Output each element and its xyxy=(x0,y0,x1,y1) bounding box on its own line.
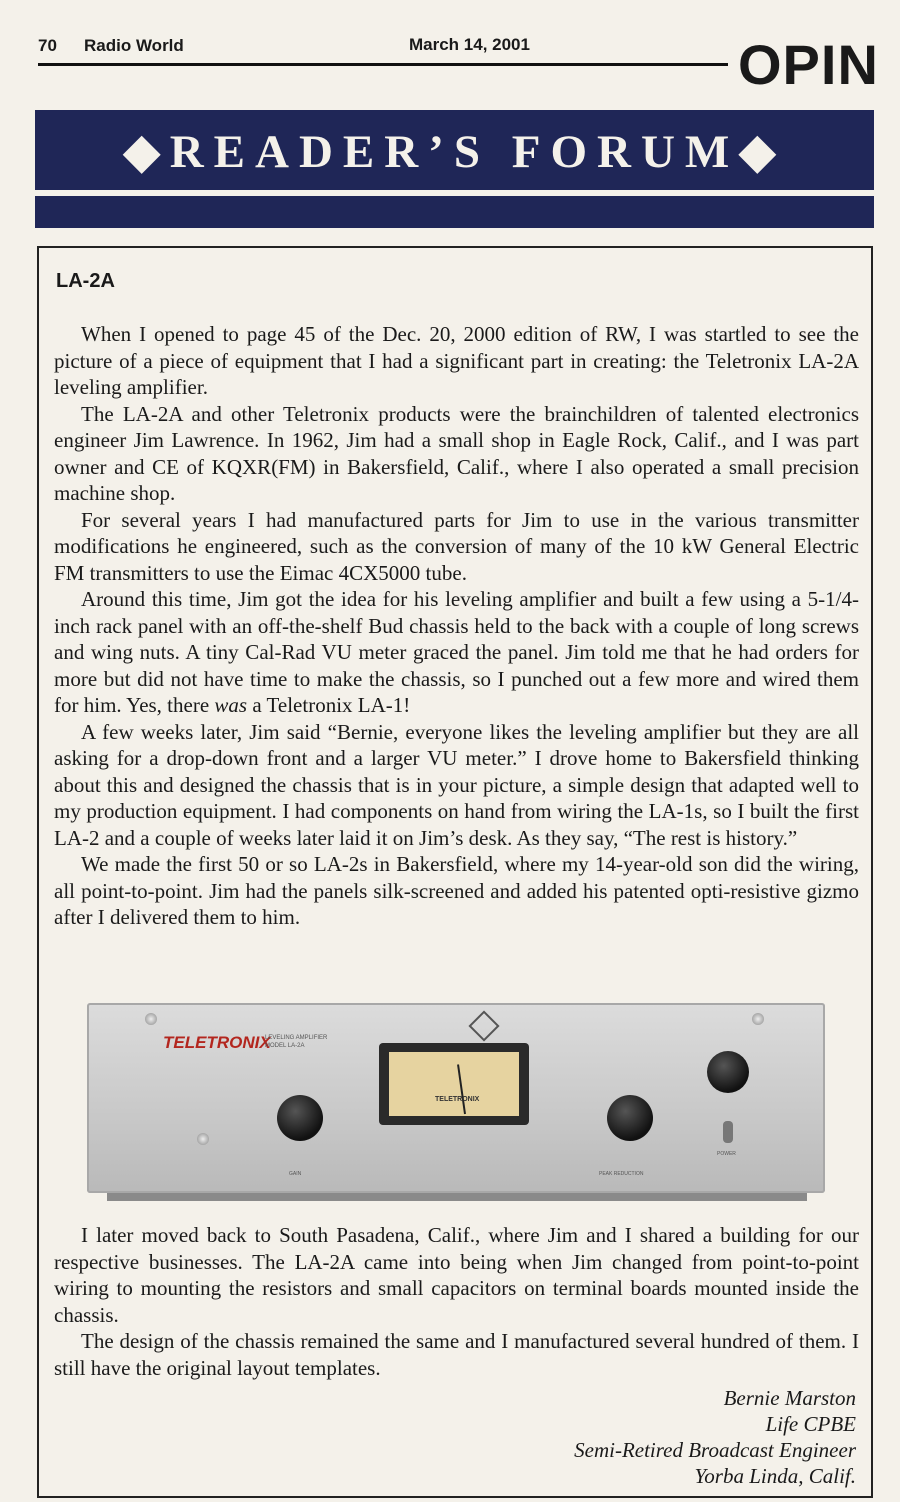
rack-base xyxy=(107,1193,807,1201)
paragraph: A few weeks later, Jim said “Bernie, everyone likes the leveling amplifier but they are all asking for a drop-down front and a larger VU meter.” I drove home to Bakersfield thinking about this and designed the chassis that is in your picture, a simple design that adapted well to my production equipment. I had components on hand from wiring the LA-1s, so I built the first LA-2 and a couple of weeks later laid it on Jim’s desk. As they say, “The rest is history.” xyxy=(54,719,859,850)
paragraph-text: a Teletronix LA-1! xyxy=(247,693,411,717)
author-title: Semi-Retired Broadcast Engineer xyxy=(574,1438,856,1462)
brand-subtitle xyxy=(265,1034,327,1050)
paragraph-text: Around this time, Jim got the idea for his leveling amplifier and built a few using a 5-1/4-inch rack panel with an off-the-shelf Bud chassis held to the back with a couple of long screws and wing nuts. A tiny Cal-Rad VU meter graced the panel. Jim told me that he had orders for more but did not have time to make the chassis, so I punched out a few more and wired them for him. Yes, there xyxy=(54,587,859,717)
la2a-photo xyxy=(87,1003,825,1203)
peak-caption: PEAK REDUCTION xyxy=(599,1171,644,1177)
gain-caption: GAIN xyxy=(289,1171,302,1177)
brand-sub-line: MODEL LA-2A xyxy=(265,1043,305,1049)
article-body-top xyxy=(54,321,859,931)
peak-reduction-knob-icon xyxy=(607,1095,653,1141)
author-name: Bernie Marston xyxy=(723,1386,856,1410)
banner-strip xyxy=(35,196,874,228)
vu-needle-icon xyxy=(457,1064,466,1114)
paragraph: We made the first 50 or so LA-2s in Bakersfield, where my 14-year-old son did the wiring, all point-to-point. Jim had the panels silk-screened and added his patented opti-resistive gizmo after I delivered them to him. xyxy=(54,852,859,929)
issue-date: March 14, 2001 xyxy=(409,35,530,54)
page-number: 70 xyxy=(38,36,57,55)
author-title: Life CPBE xyxy=(765,1412,856,1436)
page-header xyxy=(38,30,900,95)
screw-icon xyxy=(145,1013,157,1025)
paragraph: For several years I had manufactured parts for Jim to use in the various transmitter modifications he engineered, such as the conversion of many of the 10 kW General Electric FM transmitters to use the Eimac 4CX5000 tube. xyxy=(54,507,859,585)
emphasis-text: was xyxy=(214,693,248,717)
article-headline: LA-2A xyxy=(56,270,115,292)
vu-meter xyxy=(379,1043,529,1125)
screw-icon xyxy=(752,1013,764,1025)
screw-icon xyxy=(197,1133,209,1145)
vu-meter-face xyxy=(389,1052,519,1116)
paragraph xyxy=(54,586,859,719)
banner-title: ◆READER’S FORUM◆ xyxy=(123,126,786,178)
gain-knob-icon xyxy=(277,1095,323,1141)
brand-sub-line: LEVELING AMPLIFIER xyxy=(265,1035,328,1041)
article-body-bottom xyxy=(54,1222,859,1381)
brand-logo: TELETRONIX xyxy=(163,1033,271,1052)
power-toggle-icon xyxy=(723,1121,733,1143)
section-title: OPIN xyxy=(738,35,879,95)
ua-logo-icon xyxy=(468,1010,499,1041)
paragraph: The LA-2A and other Teletronix products were the brainchildren of talented electronics engineer Jim Lawrence. In 1962, Jim had a small shop in Eagle Rock, Calif., and I was part owner and CE of KQXR(FM) in Bakersfield, Calif., where I also operated a small precision machine shop. xyxy=(54,401,859,505)
author-location: Yorba Linda, Calif. xyxy=(694,1464,856,1488)
meter-brand: TELETRONIX xyxy=(435,1096,480,1103)
rack-panel xyxy=(87,1003,825,1193)
publication-name: Radio World xyxy=(84,36,184,55)
header-rule xyxy=(38,63,728,66)
article-box xyxy=(37,246,873,1498)
power-caption: POWER xyxy=(717,1151,736,1157)
paragraph: I later moved back to South Pasadena, Calif., where Jim and I shared a building for our respective businesses. The LA-2A came into being when Jim changed from point-to-point wiring to mounting the resistors and small capacitors on terminal boards mounted inside the chassis. xyxy=(54,1223,859,1327)
readers-forum-banner xyxy=(35,110,874,190)
paragraph: When I opened to page 45 of the Dec. 20, 2000 edition of RW, I was startled to see the picture of a piece of equipment that I had a significant part in creating: the Teletronix LA-2A leveling amplifier. xyxy=(54,322,859,399)
author-signature xyxy=(574,1385,856,1489)
paragraph: The design of the chassis remained the same and I manufactured several hundred of them. I still have the original layout templates. xyxy=(54,1329,859,1380)
meter-select-knob-icon xyxy=(707,1051,749,1093)
